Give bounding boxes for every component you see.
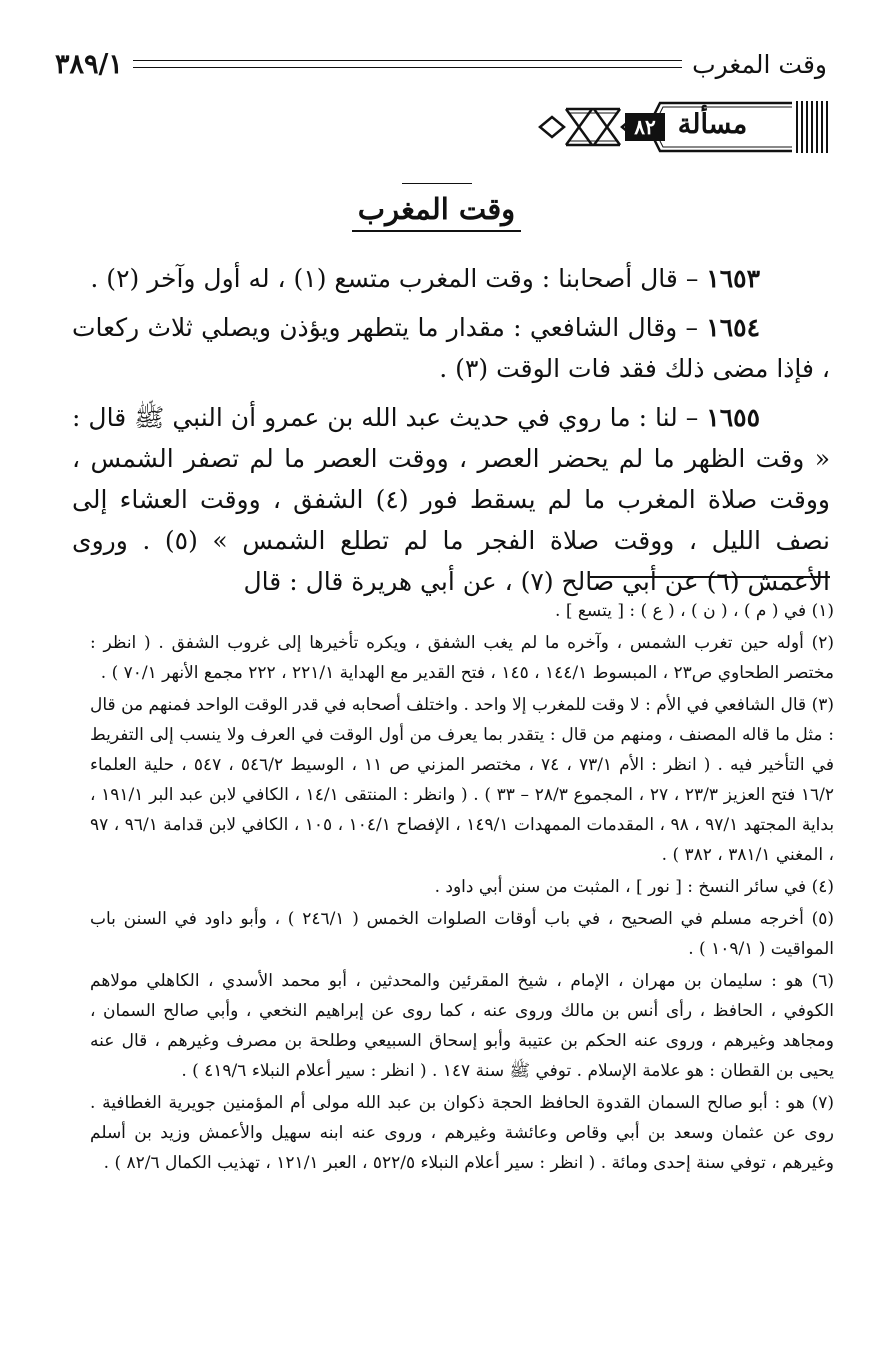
running-header bbox=[55, 44, 827, 84]
issue-label: مسألة bbox=[677, 109, 748, 140]
page-reference: ٣٨٩/١ bbox=[55, 48, 123, 80]
footnote: (٧) هو : أبو صالح السمان القدوة الحافظ الحجة ذكوان بن عبد الله مولى أم المؤمنين جويرية الغطافية . روى عن عثمان وسعد بن أبي وقاص وعائشة وغيرهم ، وروى عنه ابنه سهيل والأعمش وزيد بن أسلم وغيرهم ، توفي سنة إحدى ومائة . ( انظر : سير أعلام النبلاء ٥٢٢/٥ ، العبر ١٢١/١ ، تهذيب الكمال ٨٢/٦ ) . bbox=[90, 1093, 834, 1173]
paragraph-number: ١٦٥٣ bbox=[706, 264, 760, 293]
main-text bbox=[72, 258, 830, 610]
paragraph-text: – لنا : ما روي في حديث عبد الله بن عمرو أن النبي ﷺ قال : « وقت الظهر ما لم يحضر العصر ، ووقت العصر ما لم تصفر الشمس ، ووقت صلاة المغرب ما لم يسقط فور (٤) الشفق ، ووقت العشاء إلى نصف الليل ، ووقت صلاة الفجر ما لم تطلع الشمس » (٥) . وروى الأعمش (٦) عن أبي صالح (٧) ، عن أبي هريرة قال : قال bbox=[72, 403, 830, 596]
paragraph-number: ١٦٥٥ bbox=[706, 403, 760, 432]
paragraph-text: – وقال الشافعي : مقدار ما يتطهر ويؤذن ويصلي ثلاث ركعات ، فإذا مضى ذلك فقد فات الوقت (٣) . bbox=[72, 313, 830, 383]
paragraph bbox=[72, 258, 830, 299]
paragraph bbox=[72, 307, 830, 389]
footnote: (١) في ( م ) ، ( ن ) ، ( ع ) : [ يتسع ] . bbox=[555, 601, 834, 621]
masala-banner bbox=[530, 99, 830, 159]
section-heading bbox=[0, 183, 873, 232]
footnotes bbox=[90, 596, 834, 1180]
paragraph-number: ١٦٥٤ bbox=[706, 313, 760, 342]
heading-overline bbox=[402, 183, 472, 184]
paragraph bbox=[72, 397, 830, 602]
footnote: (٤) في سائر النسخ : [ نور ] ، المثبت من سنن أبي داود . bbox=[434, 877, 834, 897]
header-rule bbox=[133, 60, 682, 68]
paragraph-text: – قال أصحابنا : وقت المغرب متسع (١) ، له أول وآخر (٢) . bbox=[90, 264, 707, 293]
footnote: (٢) أوله حين تغرب الشمس ، وآخره ما لم يغب الشفق ، ويكره تأخيرها إلى غروب الشفق . ( انظر : مختصر الطحاوي ص٢٣ ، المبسوط ١٤٤/١ ، ١٤٥ ، فتح القدير مع الهداية ٢٢١/١ ، ٢٢٢ مجمع الأنهر ٧٠/١ ) . bbox=[90, 633, 834, 683]
footnote: (٣) قال الشافعي في الأم : لا وقت للمغرب إلا واحد . واختلف أصحابه في قدر الوقت الواحد فمنهم من قال : مثل ما قاله المصنف ، ومنهم من قال : يتقدر بما يعرف من أول الوقت في العرف ولا ينسب إلى التفريط في التأخير فيه . ( انظر : الأم ٧٣/١ ، ٧٤ ، مختصر المزني ص ١١ ، الوسيط ٥٤٦/٢ ، ٥٤٧ ، حلية العلماء ١٦/٢ فتح العزيز ٢٣/٣ ، ٢٧ ، المجموع ٢٨/٣ – ٣٣ ) . ( وانظر : المنتقى ١٤/١ ، الكافي لابن عبد البر ١٩١/١ ، بداية المجتهد ٩٧/١ ، ٩٨ ، المقدمات الممهدات ١٤٩/١ ، الإفصاح ١٠٤/١ ، ١٠٥ ، الكافي لابن قدامة ٩٦/١ ، ٩٧ ، المغني ٣٨١/١ ، ٣٨٢ ) . bbox=[90, 695, 835, 865]
footnote-divider bbox=[590, 576, 830, 578]
footnote: (٦) هو : سليمان بن مهران ، الإمام ، شيخ المقرئين والمحدثين ، أبو محمد الأسدي ، الكاهلي مولاهم الكوفي ، الحافظ ، رأى أنس بن مالك وروى عنه ، كما روى عن إبراهيم النخعي ، وأبي صالح السمان ، ومجاهد وغيرهم ، وروى عنه الحكم بن عتيبة وأبو إسحاق السبيعي وطلحة بن مصرف وغيرهم ، قال عنه يحيى بن القطان : هو علامة الإسلام . توفي ﷺ سنة ١٤٧ . ( انظر : سير أعلام النبلاء ٤١٩/٦ ) . bbox=[90, 971, 835, 1081]
issue-number: ٨٢ bbox=[625, 113, 665, 141]
footnote: (٥) أخرجه مسلم في الصحيح ، في باب أوقات الصلوات الخمس ( ٢٤٦/١ ) ، وأبو داود في السنن باب المواقيت ( ١٠٩/١ ) . bbox=[90, 909, 834, 959]
section-title: وقت المغرب bbox=[352, 192, 521, 232]
running-title: وقت المغرب bbox=[692, 49, 827, 79]
